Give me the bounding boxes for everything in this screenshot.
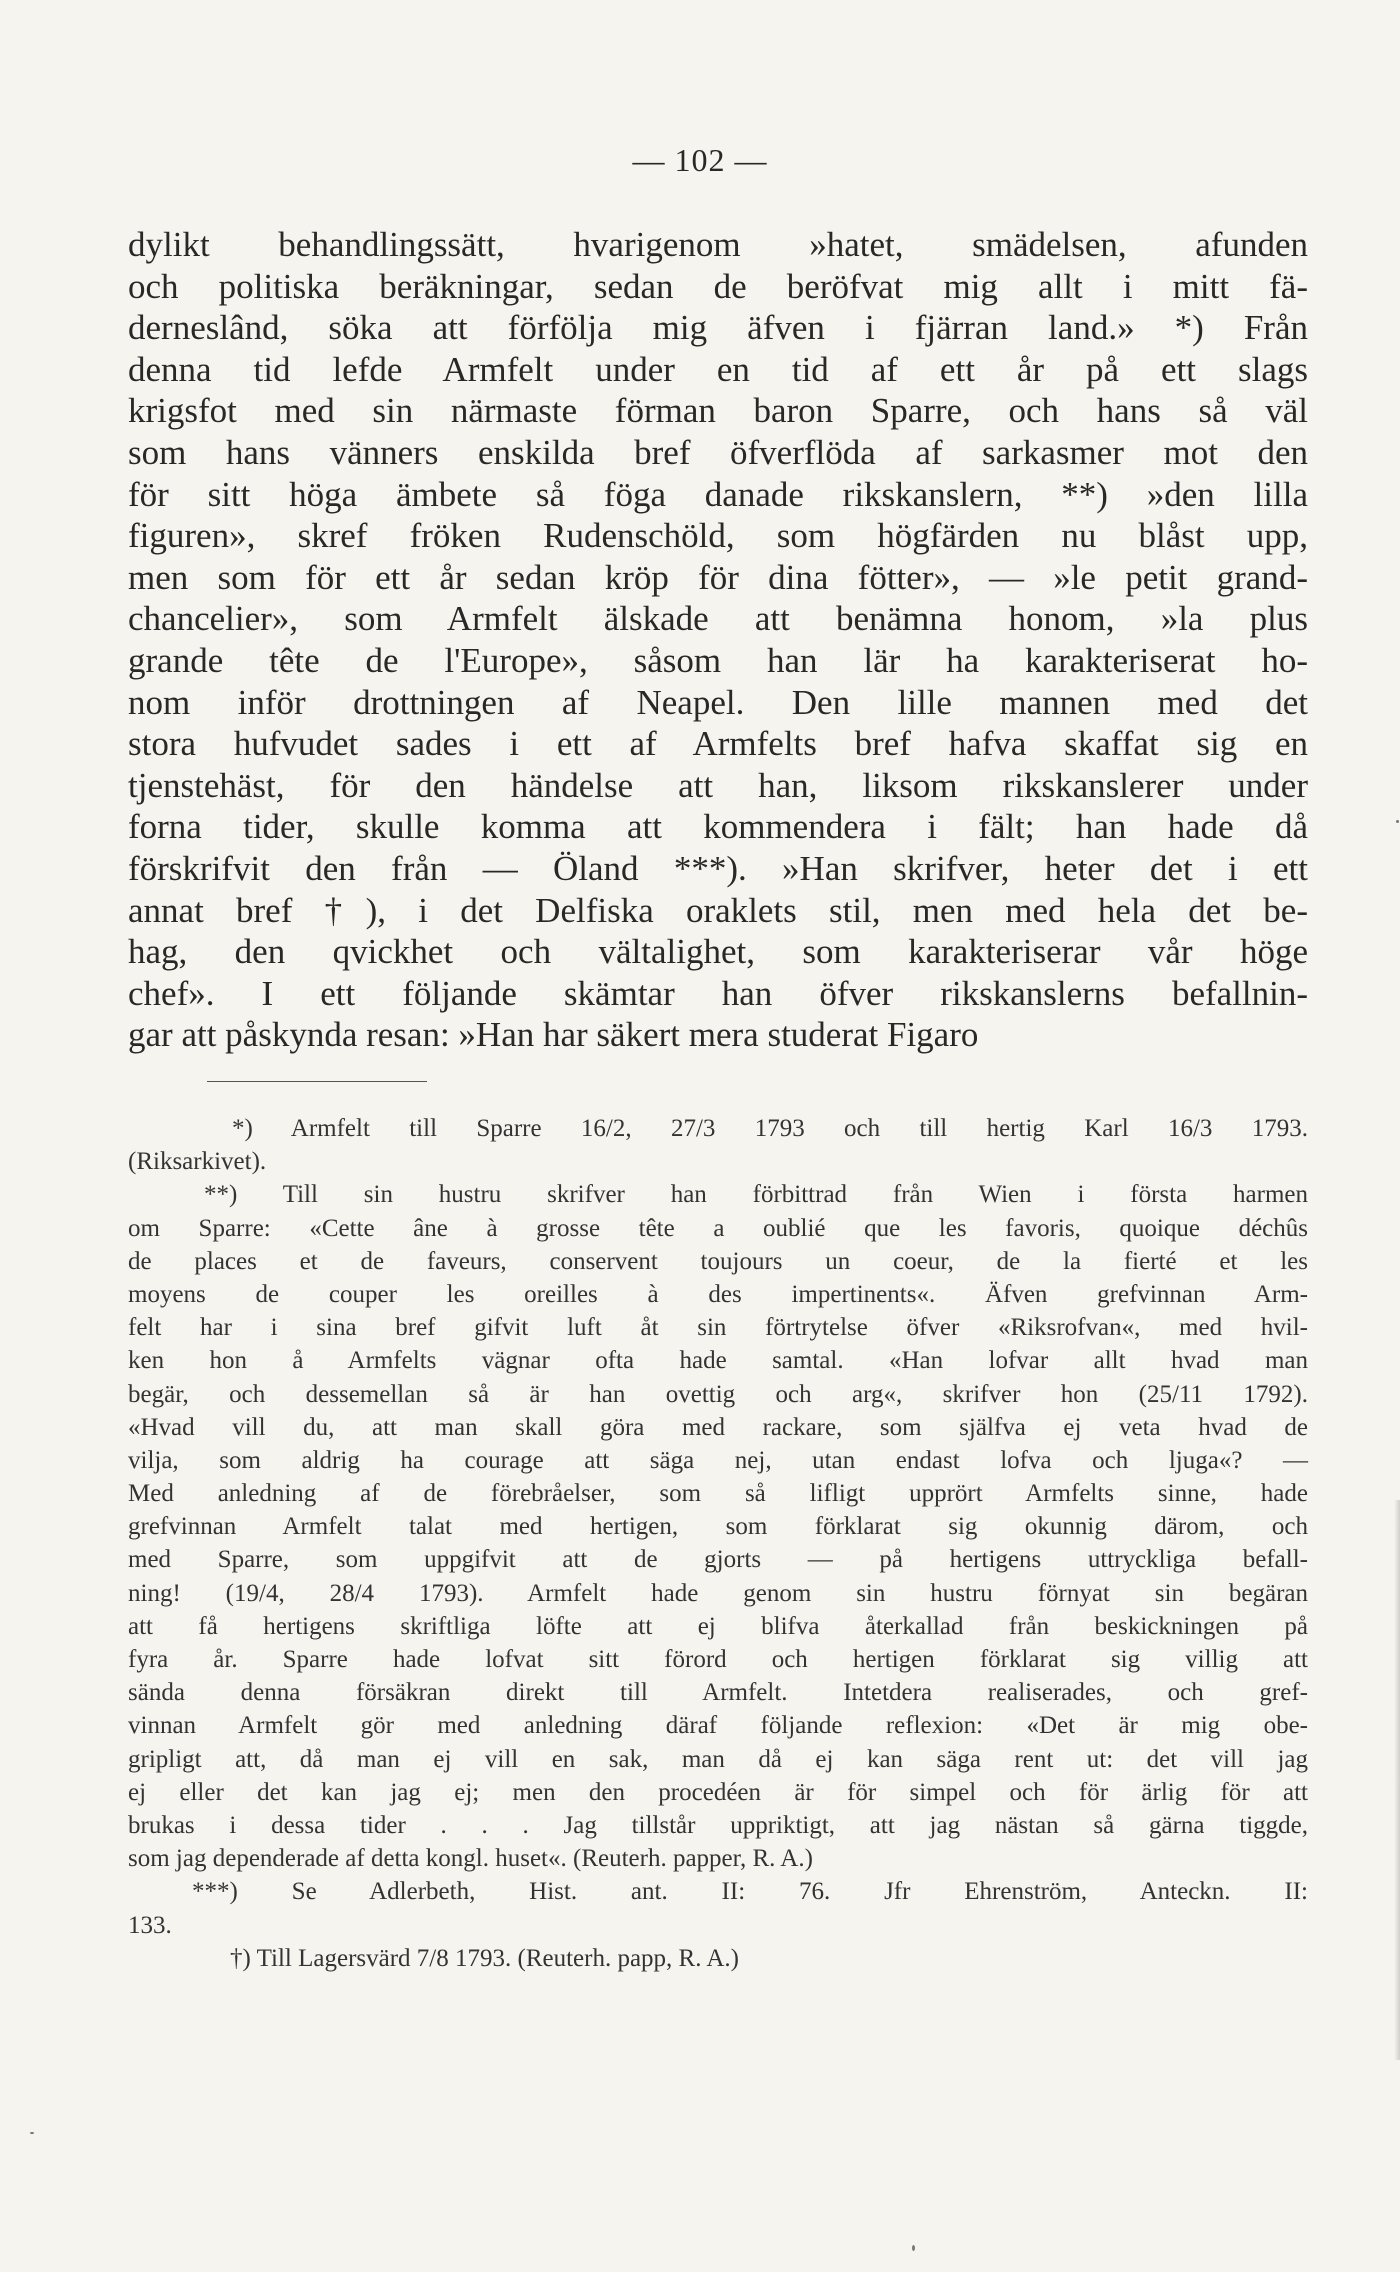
body-line: för sitt höga ämbete så föga danade rikskanslern, **) »den lilla [128,474,1308,514]
body-line: figuren», skref fröken Rudenschöld, som högfärden nu blåst upp, [128,516,1308,556]
footnote-line: om Sparre: «Cette âne à grosse tête a oublié que les favoris, quoique déchûs [128,1214,1308,1242]
footnote-line: ning! (19/4, 28/4 1793). Armfelt hade genom sin hustru förnyat sin begäran [128,1579,1308,1607]
body-line: dylikt behandlingssätt, hvarigenom »hatet, smädelsen, afunden [128,225,1308,264]
body-line: gar att påskynda resan: »Han har säkert mera studerat Figaro [128,1015,979,1055]
body-line: krigsfot med sin närmaste förman baron Sparre, och hans så väl [128,391,1308,431]
body-line: forna tider, skulle komma att kommendera i fält; han hade då [128,807,1308,847]
body-text [128,224,1308,1056]
footnote-line: fyra år. Sparre hade lofvat sitt förord och hertigen förklarat sig villig att [128,1646,1308,1673]
body-line: denna tid lefde Armfelt under en tid af ett år på ett slags [128,349,1308,389]
page-edge-shadow [1394,1500,1400,2060]
footnotes [128,1112,1308,1975]
footnote-line: †) Till Lagersvärd 7/8 1793. (Reuterh. papp, R. A.) [230,1944,739,1972]
footnote-line: ***) Se Adlerbeth, Hist. ant. II: 76. Jfr Ehrenström, Anteckn. II: [192,1878,1308,1906]
footnote-line: **) Till sin hustru skrifver han förbittrad från Wien i första harmen [204,1181,1308,1209]
body-line: annat bref †), i det Delfiska oraklets stil, men med hela det be- [128,890,1308,930]
body-line: men som för ett år sedan kröp för dina fötter», — »le petit grand- [128,557,1308,597]
body-line: hag, den qvickhet och vältalighet, som karakteriserar vår höge [128,932,1308,972]
body-line: chef». I ett följande skämtar han öfver rikskanslerns befallnin- [128,973,1308,1013]
footnote-line: begär, och dessemellan så är han ovettig och arg«, skrifver hon (25/11 1792). [128,1380,1308,1408]
footnote-line: gripligt att, då man ej vill en sak, man då ej kan säga rent ut: det vill jag [128,1745,1308,1773]
footnote-line: att få hertigens skriftliga löfte att ej blifva återkallad från beskickningen på [128,1612,1308,1640]
footnote-line: «Hvad vill du, att man skall göra med rackare, som själfva ej veta hvad de [128,1413,1308,1441]
footnote-line: 133. [128,1911,172,1939]
page-number: — 102 — [632,142,768,178]
footnote-line: vilja, som aldrig ha courage att säga nej, utan endast lofva och ljuga«? — [128,1446,1308,1474]
body-line: grande tête de l'Europe», såsom han lär ha karakteriserat ho- [128,640,1308,680]
body-line: chancelier», som Armfelt älskade att benämna honom, »la plus [128,599,1308,639]
body-line: och politiska beräkningar, sedan de beröfvat mig allt i mitt fä- [128,266,1308,306]
footnote-line: med Sparre, som uppgifvit att de gjorts — på hertigens uttryckliga befall- [128,1546,1308,1574]
footnote-line: vinnan Armfelt gör med anledning däraf följande reflexion: «Det är mig obe- [128,1712,1308,1740]
body-line: nom inför drottningen af Neapel. Den lille mannen med det [128,682,1308,722]
footnote-line: *) Armfelt till Sparre 16/2, 27/3 1793 och till hertig Karl 16/3 1793. [232,1115,1308,1142]
body-line: förskrifvit den från — Öland ***). »Han skrifver, heter det i ett [128,848,1308,888]
footnote-line: ken hon å Armfelts vägnar ofta hade samtal. «Han lofvar allt hvad man [128,1347,1308,1375]
footnote-line: de places et de faveurs, conservent toujours un coeur, de la fierté et les [128,1247,1308,1275]
footnote-line: Med anledning af de förebråelser, som så lifligt upprört Armfelts sinne, hade [128,1480,1308,1508]
footnote-line: sända denna försäkran direkt till Armfelt. Intetdera realiserades, och gref- [128,1679,1308,1707]
footnote-separator [207,1081,427,1082]
footnote-line: moyens de couper les oreilles à des impertinents«. Äfven grefvinnan Arm- [128,1280,1308,1308]
footnote-line: (Riksarkivet). [128,1148,267,1176]
footnote-line: grefvinnan Armfelt talat med hertigen, som förklarat sig okunnig därom, och [128,1513,1308,1541]
footnote-line: som jag dependerade af detta kongl. huset«. (Reuterh. papper, R. A.) [128,1845,813,1873]
body-line: tjenstehäst, för den händelse att han, liksom rikskanslerer under [128,765,1308,805]
footnote-line: brukas i dessa tider . . . Jag tillstår uppriktigt, att jag nästan så gärna tiggde, [128,1811,1308,1839]
body-line: stora hufvudet sades i ett af Armfelts bref hafva skaffat sig en [128,724,1308,764]
body-line: som hans vänners enskilda bref öfverflöda af sarkasmer mot den [128,432,1308,472]
footnote-line: ej eller det kan jag ej; men den procedéen är för simpel och för ärlig för att [128,1778,1308,1806]
body-line: derneslând, söka att förfölja mig äfven i fjärran land.» *) Från [128,308,1308,348]
footnote-line: felt har i sina bref gifvit luft åt sin förtrytelse öfver «Riksrofvan«, med hvil- [128,1314,1308,1342]
